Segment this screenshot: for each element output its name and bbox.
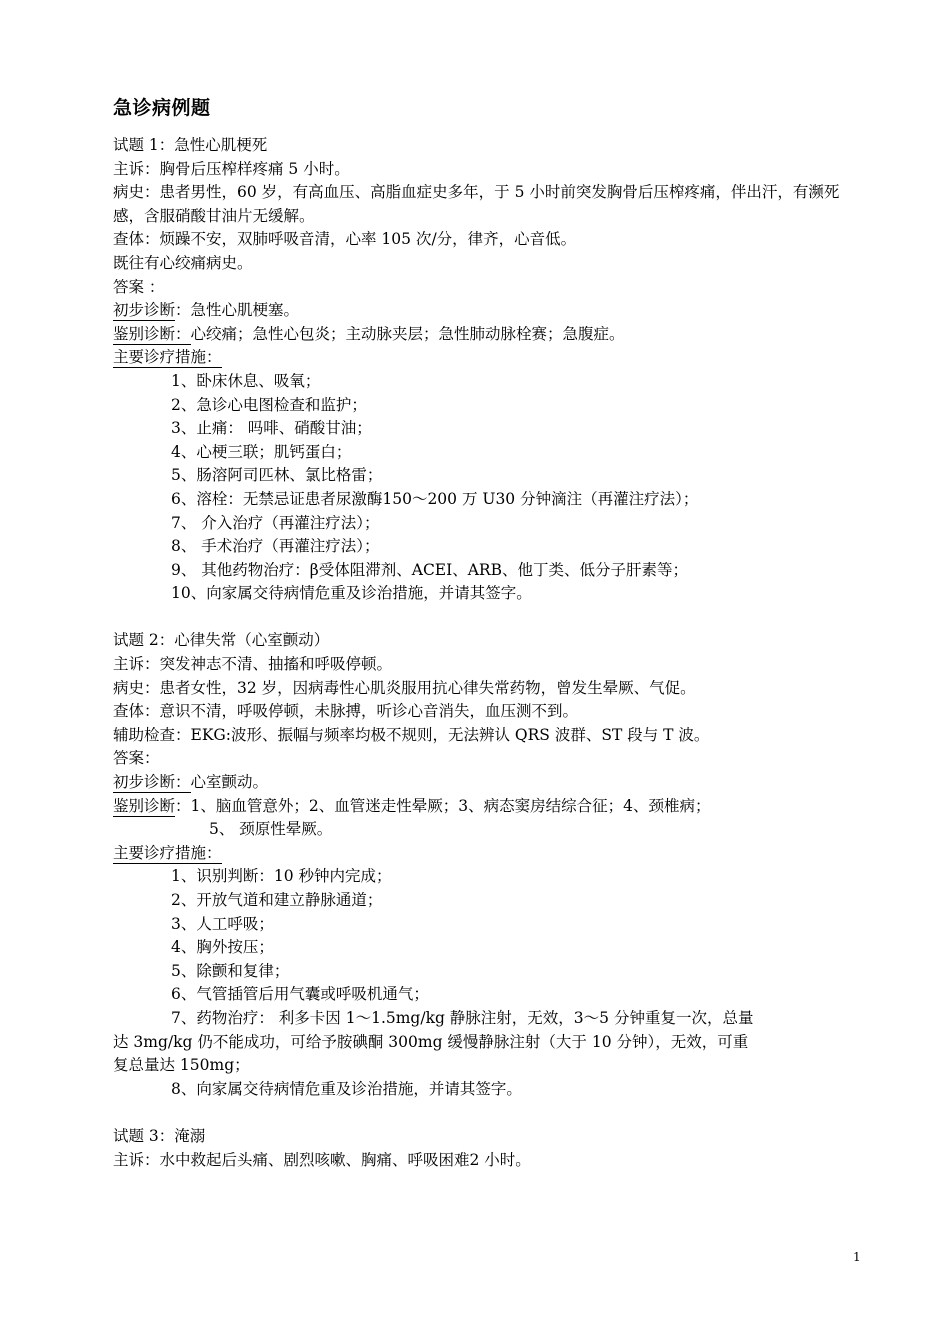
case2-differential-cont: 5、 颈原性晕厥。	[209, 820, 333, 839]
case1-tx-item: 2、急诊心电图检查和监护；	[171, 395, 367, 414]
case1-complaint: 主诉：胸骨后压榨样疼痛 5 小时。	[113, 159, 350, 178]
case2-tx-item: 3、人工呼吸；	[171, 914, 274, 933]
document-title: 急诊病例题	[113, 97, 211, 119]
case1-differential-text: 心绞痛；急性心包炎；主动脉夹层；急性肺动脉栓赛；急腹症。	[190, 324, 625, 343]
case1-diagnosis-label: 初步诊断	[113, 301, 176, 320]
case2-differential	[113, 795, 865, 819]
case1-tx-item: 8、 手术治疗（再灌注疗法）；	[171, 537, 380, 556]
case1-tx-item: 10、向家属交待病情危重及诊治措施，并请其签字。	[171, 584, 532, 603]
case2-differential-text: ：1、脑血管意外；2、血管迷走性晕厥；3、病态窦房结综合征；4、颈椎病；	[175, 796, 711, 815]
case1-tx-item: 1、卧床休息、吸氧；	[171, 371, 321, 390]
case2-treatment-label	[113, 842, 865, 866]
case1-history: 病史：患者男性，60 岁，有高血压、高脂血症史多年，于 5 小时前突发胸骨后压榨疼痛，伴出汗，有濒死感，含服硝酸甘油片无缓解。	[113, 183, 840, 225]
case2-tx-item-7: 7、药物治疗： 利多卡因 1～1.5mg/kg 静脉注射，无效，3～5 分钟重复一次，总量	[171, 1008, 754, 1027]
spacer	[113, 606, 865, 630]
case2-tx-item: 4、胸外按压；	[171, 938, 274, 957]
case1-diagnosis	[113, 299, 865, 323]
case1-differential-label: 鉴别诊断：	[113, 324, 191, 343]
case1-differential	[113, 323, 865, 347]
case1-tx-item: 7、 介入治疗（再灌注疗法）；	[171, 513, 380, 532]
case1-treatment-label	[113, 346, 865, 370]
case2-differential-label: 鉴别诊断	[113, 796, 176, 815]
case1-tx-item: 3、止痛： 吗啡、硝酸甘油；	[171, 419, 372, 438]
case2-tx-item-8: 8、向家属交待病情危重及诊治措施，并请其签字。	[171, 1079, 522, 1098]
spacer	[113, 1101, 865, 1125]
case2-tx-item: 6、气管插管后用气囊或呼吸机通气；	[171, 985, 429, 1004]
page-number: 1	[853, 1250, 861, 1264]
case1-tx-item: 6、溶栓：无禁忌证患者尿激酶150～200 万 U30 分钟滴注（再灌注疗法）；	[171, 489, 699, 508]
case2-complaint: 主诉：突发神志不清、抽搐和呼吸停顿。	[113, 655, 393, 674]
case1-past: 既往有心绞痛病史。	[113, 253, 253, 272]
case2-tx-item-7-cont: 达 3mg/kg 仍不能成功，可给予胺碘酮 300mg 缓慢静脉注射（大于 10 分钟），无效，可重	[113, 1032, 749, 1051]
case2-diagnosis-text: 心室颤动。	[190, 773, 269, 792]
case2-answer: 答案：	[113, 749, 160, 768]
case3-heading: 试题 3：淹溺	[113, 1126, 206, 1145]
case1-treatment-label-text: 主要诊疗措施：	[113, 348, 222, 367]
case1-answer: 答案 ：	[113, 277, 165, 296]
case2-treatment-label-text: 主要诊疗措施：	[113, 843, 222, 862]
case2-diagnosis-label: 初步诊断：	[113, 773, 191, 792]
case1-tx-item: 5、肠溶阿司匹林、氯比格雷；	[171, 466, 383, 485]
case3-complaint: 主诉：水中救起后头痛、剧烈咳嗽、胸痛、呼吸困难2 小时。	[113, 1150, 531, 1169]
case2-tx-item-7-cont: 复总量达 150mg；	[113, 1056, 250, 1075]
document-body	[113, 134, 865, 1172]
case2-history: 病史：患者女性，32 岁，因病毒性心肌炎服用抗心律失常药物，曾发生晕厥、气促。	[113, 678, 696, 697]
case1-tx-item: 9、 其他药物治疗：β受体阻滞剂、ACEI、ARB、他丁类、低分子肝素等；	[171, 560, 688, 579]
case1-diagnosis-text: ：急性心肌梗塞。	[175, 301, 300, 320]
case2-tx-item: 1、识别判断：10 秒钟内完成；	[171, 867, 392, 886]
case1-tx-item: 4、心梗三联；肌钙蛋白；	[171, 442, 352, 461]
case1-heading: 试题 1：急性心肌梗死	[113, 136, 268, 154]
case2-exam: 查体：意识不清，呼吸停顿，未脉搏，听诊心音消失，血压测不到。	[113, 702, 579, 721]
case2-diagnosis	[113, 771, 865, 795]
case2-tx-item: 5、除颤和复律；	[171, 961, 290, 980]
case2-heading: 试题 2：心律失常（心室颤动）	[113, 631, 330, 650]
case2-tx-item: 2、开放气道和建立静脉通道；	[171, 891, 383, 909]
case1-exam: 查体：烦躁不安，双肺呼吸音清，心率 105 次/分，律齐，心音低。	[113, 230, 577, 249]
case2-aux: 辅助检查：EKG:波形、振幅与频率均极不规则，无法辨认 QRS 波群、ST 段与 T 波。	[113, 725, 710, 744]
